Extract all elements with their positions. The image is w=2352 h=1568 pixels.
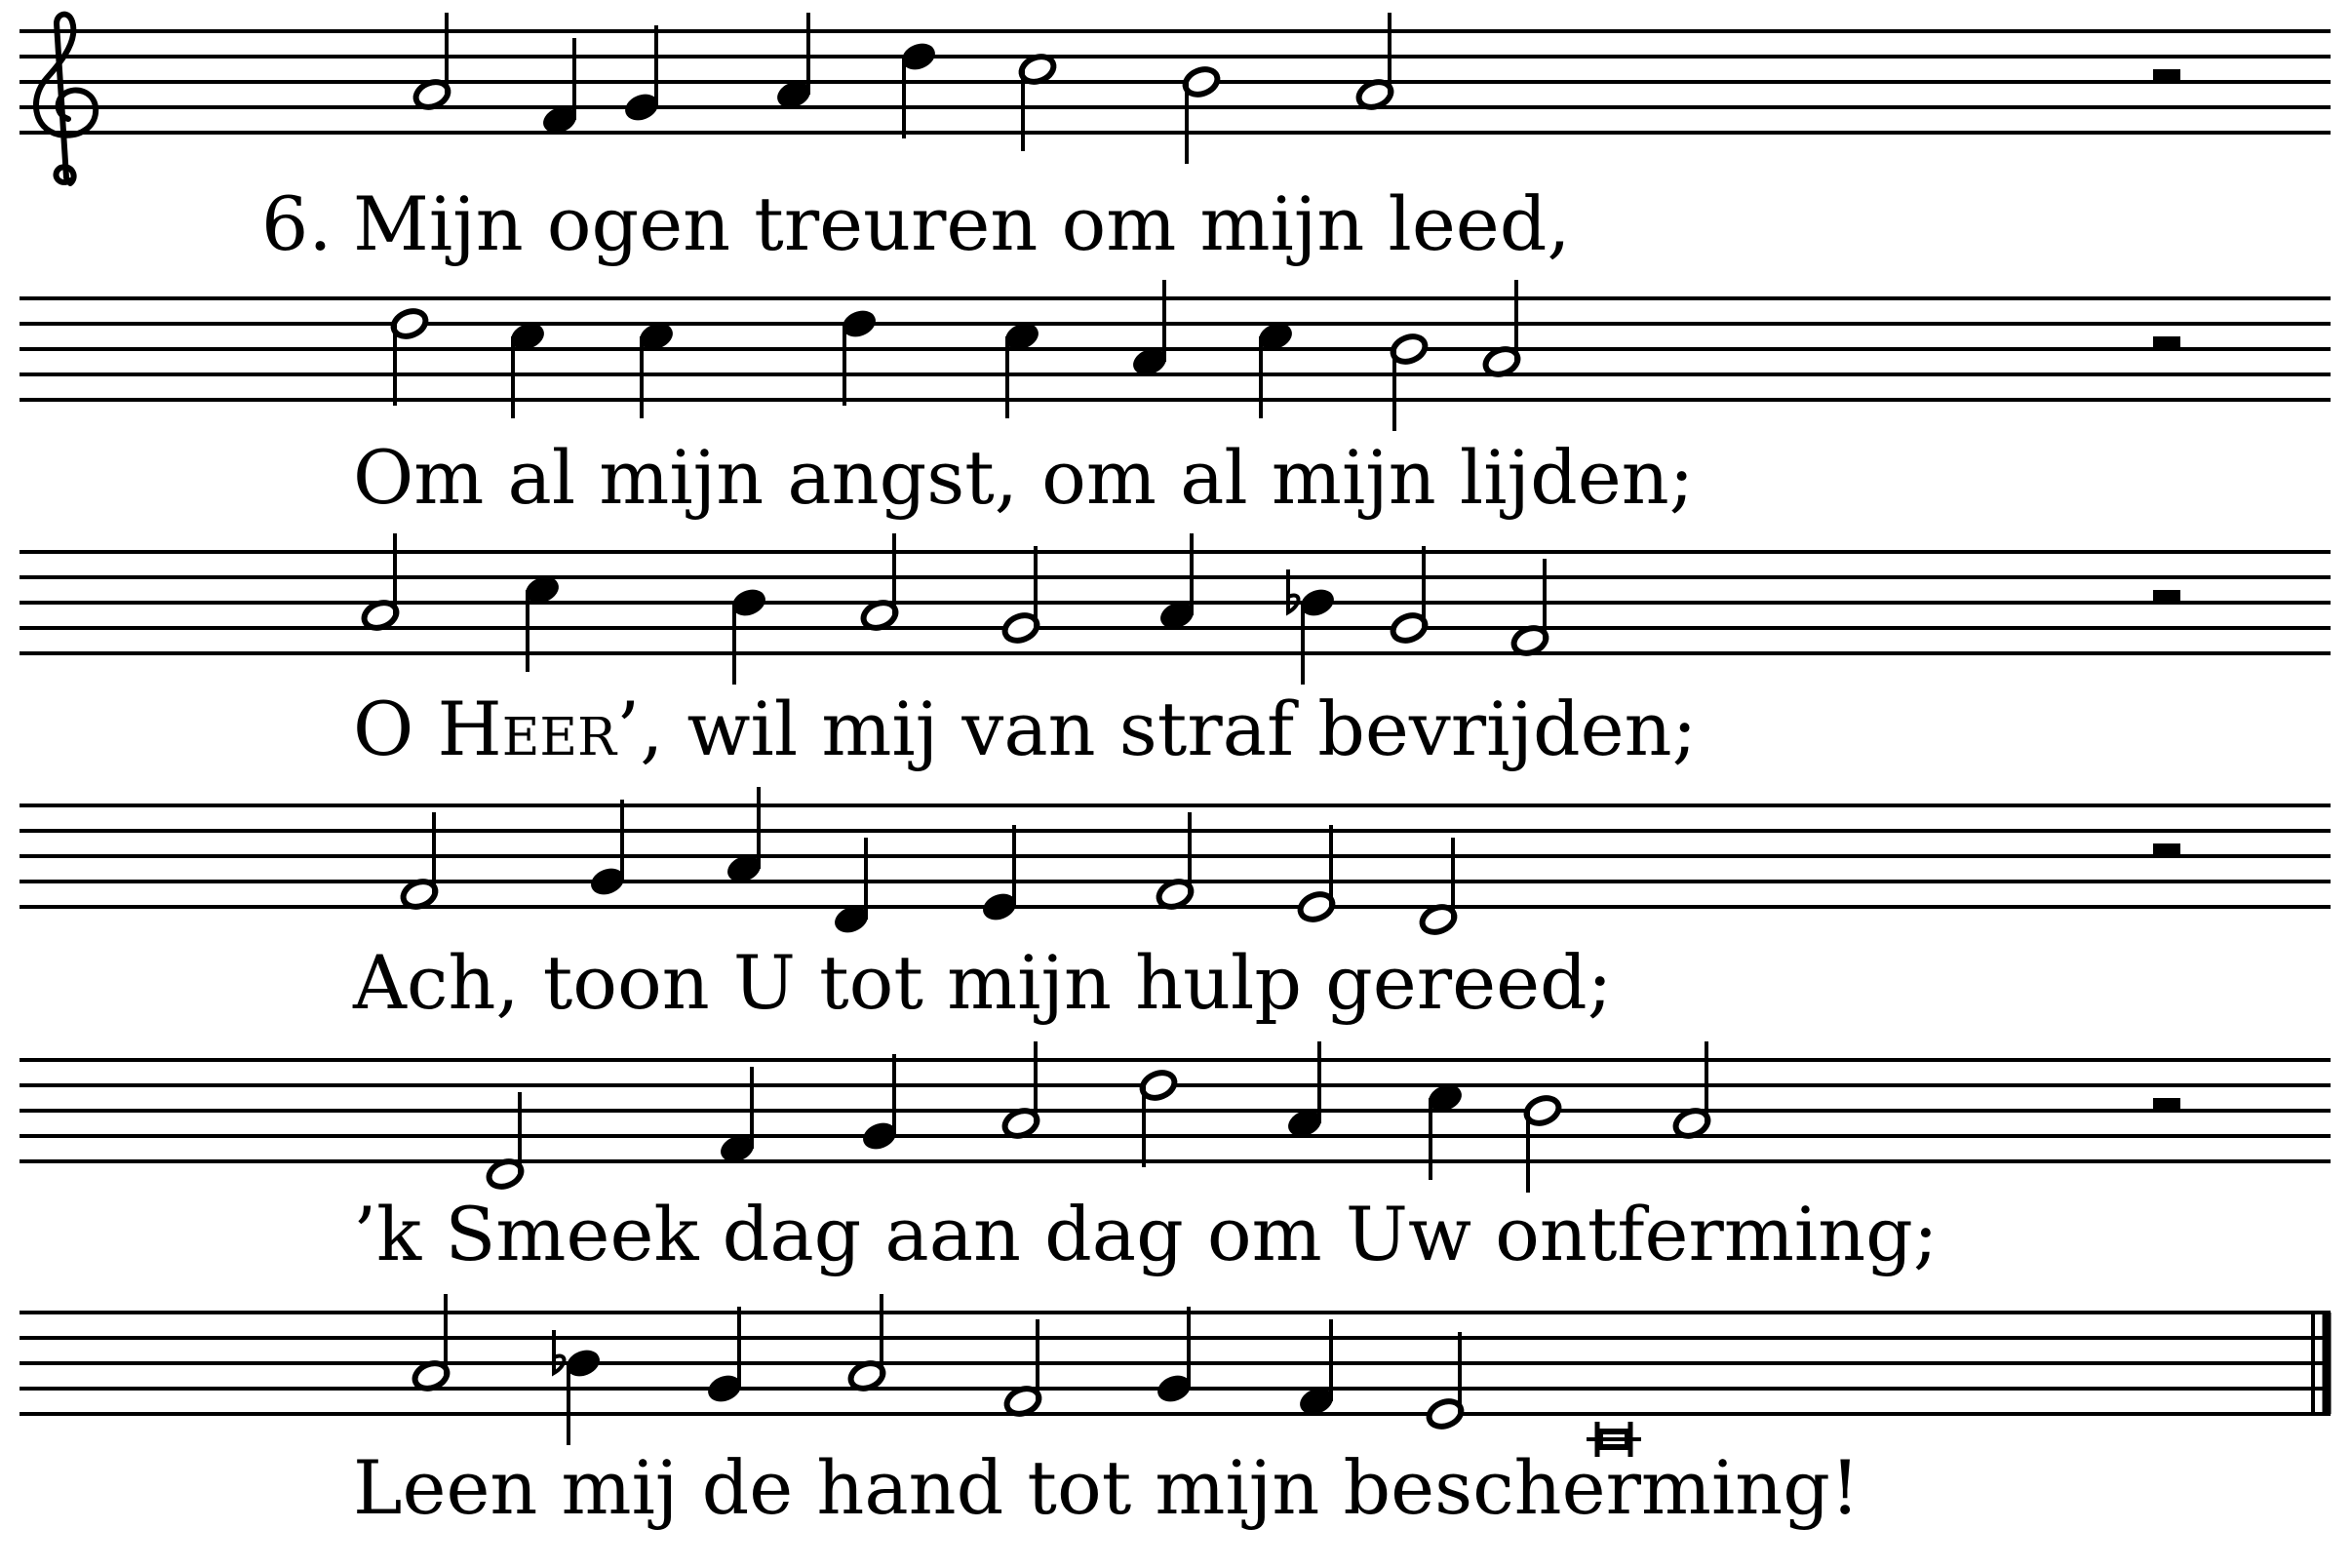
note-f4	[1003, 1319, 1043, 1418]
notes-line-3	[361, 533, 1550, 685]
half-rest	[2153, 1098, 2180, 1111]
note-b4	[1523, 1094, 1563, 1193]
note-a4	[1482, 280, 1522, 378]
note-a4	[1001, 1041, 1041, 1140]
note-c5	[1426, 1081, 1466, 1180]
note-a4	[860, 533, 900, 632]
note-c5	[637, 320, 677, 418]
note-a4	[412, 13, 452, 111]
note-a4	[847, 1294, 887, 1392]
note-c5	[523, 573, 563, 672]
note-a4	[1157, 533, 1197, 632]
lyric-line-3-lord: Heer	[437, 686, 617, 772]
lyric-line-6: Leen mij de hand tot mijn bescherming!	[353, 1444, 1861, 1531]
note-d5	[899, 40, 939, 138]
notes-line-4	[400, 787, 1459, 936]
lyric-line-1: Mijn ogen treuren om mijn leed,	[353, 180, 1571, 267]
note-b4	[729, 586, 769, 685]
note-a4	[1285, 1041, 1325, 1140]
note-f4	[540, 38, 580, 137]
note-g4	[622, 25, 662, 124]
note-g4	[1155, 1307, 1195, 1405]
note-c5	[1002, 320, 1042, 418]
half-rest	[2153, 843, 2180, 856]
note-f4	[718, 1067, 758, 1165]
note-a4	[1355, 13, 1395, 111]
note-d5	[390, 307, 430, 406]
note-a4	[1672, 1041, 1712, 1140]
note-e4	[1297, 825, 1337, 923]
note-a4	[774, 13, 814, 111]
note-c5	[508, 320, 548, 418]
treble-clef-icon	[36, 15, 96, 183]
note-a4	[725, 787, 764, 885]
note-g4	[860, 1054, 900, 1153]
notes-line-5	[486, 1041, 1712, 1193]
verse-number: 6.	[261, 180, 333, 267]
lyric-line-3-start: O	[353, 686, 438, 772]
note-e4	[980, 825, 1020, 923]
notes-line-1	[412, 13, 1395, 164]
half-rest	[2153, 336, 2180, 349]
note-f4	[400, 812, 440, 911]
note-a4	[1130, 280, 1170, 378]
note-a4	[412, 1294, 451, 1392]
note-f4	[1510, 559, 1550, 657]
note-d4	[1419, 838, 1459, 936]
note-g4	[705, 1307, 745, 1405]
staff-2	[20, 298, 2331, 400]
note-b4	[1390, 333, 1430, 431]
note-d5	[840, 307, 880, 406]
note-d5	[1139, 1069, 1179, 1167]
lyric-line-3-rest: ’, wil mij van straf bevrijden;	[616, 686, 1698, 772]
note-d4	[832, 838, 872, 936]
note-g4	[1390, 546, 1430, 645]
note-e4	[1426, 1332, 1466, 1431]
staff-5	[20, 1060, 2331, 1161]
note-b4	[1182, 65, 1222, 164]
notes-line-6	[412, 1294, 1641, 1457]
lyric-line-5: ’k Smeek dag aan dag om Uw ontferming;	[353, 1191, 1939, 1277]
note-c5	[1256, 320, 1296, 418]
staff-3	[20, 552, 2331, 653]
note-f4	[1297, 1319, 1337, 1418]
note-f4	[1156, 812, 1196, 911]
notes-line-2	[390, 280, 1522, 431]
note-g4	[1001, 546, 1041, 645]
note-c5	[1018, 53, 1058, 151]
lyric-line-2: Om al mijn angst, om al mijn lijden;	[353, 434, 1695, 521]
note-d4	[486, 1092, 526, 1191]
lyric-line-3	[353, 686, 1698, 772]
note-a4	[361, 533, 401, 632]
staff-1	[20, 31, 2331, 133]
note-g4	[588, 800, 628, 898]
half-rest	[2153, 69, 2180, 82]
half-rest	[2153, 590, 2180, 603]
lyric-line-4: Ach, toon U tot mijn hulp gereed;	[353, 939, 1613, 1026]
